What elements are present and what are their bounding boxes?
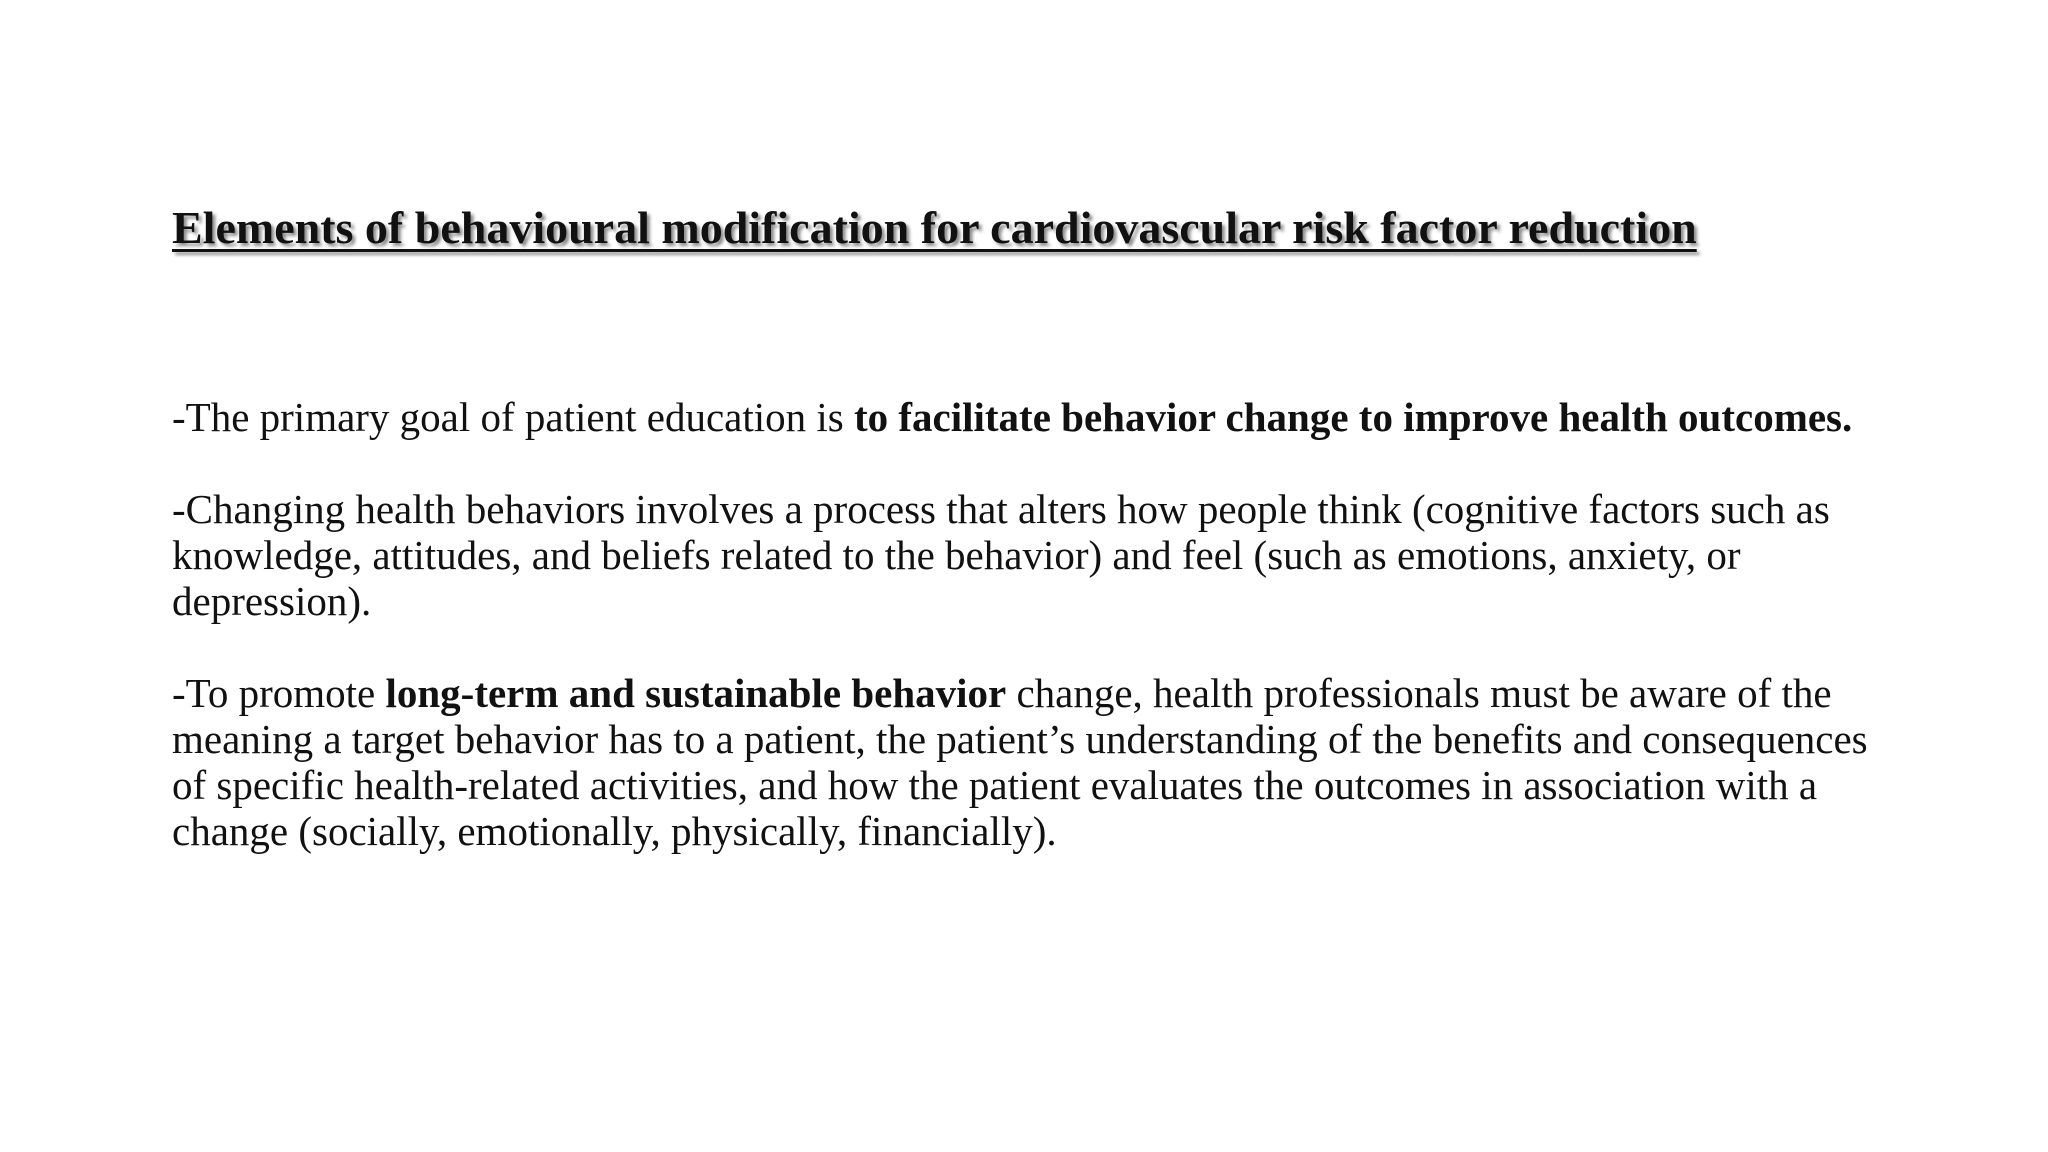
- paragraph-sustainable-behavior-change: [172, 670, 1892, 854]
- paragraph-text: -To promote: [172, 670, 386, 716]
- paragraph-patient-education-goal: [172, 394, 1892, 440]
- slide-body: [172, 394, 1892, 854]
- paragraph-text: -Changing health behaviors involves a process that alters how people think (cognitive factors such as knowledge, attitudes, and beliefs related to the behavior) and feel (such as emotions, anxiety, or depression).: [172, 486, 1830, 624]
- paragraph-bold-text: long-term and sustainable behavior: [385, 670, 1007, 716]
- paragraph-text-after: change, health professionals must be aware of the meaning a target behavior has to a patient, the patient’s understanding of the benefits and consequences of specific health-related activities, and how the patient evaluates the outcomes in association with a change (socially, emotionally, physically, financially).: [172, 670, 1868, 854]
- paragraph-bold-text: to facilitate behavior change to improve health outcomes.: [853, 394, 1853, 440]
- paragraph-text: -The primary goal of patient education is: [172, 394, 854, 440]
- paragraph-changing-health-behaviors: [172, 486, 1892, 624]
- slide-title: Elements of behavioural modification for cardiovascular risk factor reduction: [172, 202, 1697, 253]
